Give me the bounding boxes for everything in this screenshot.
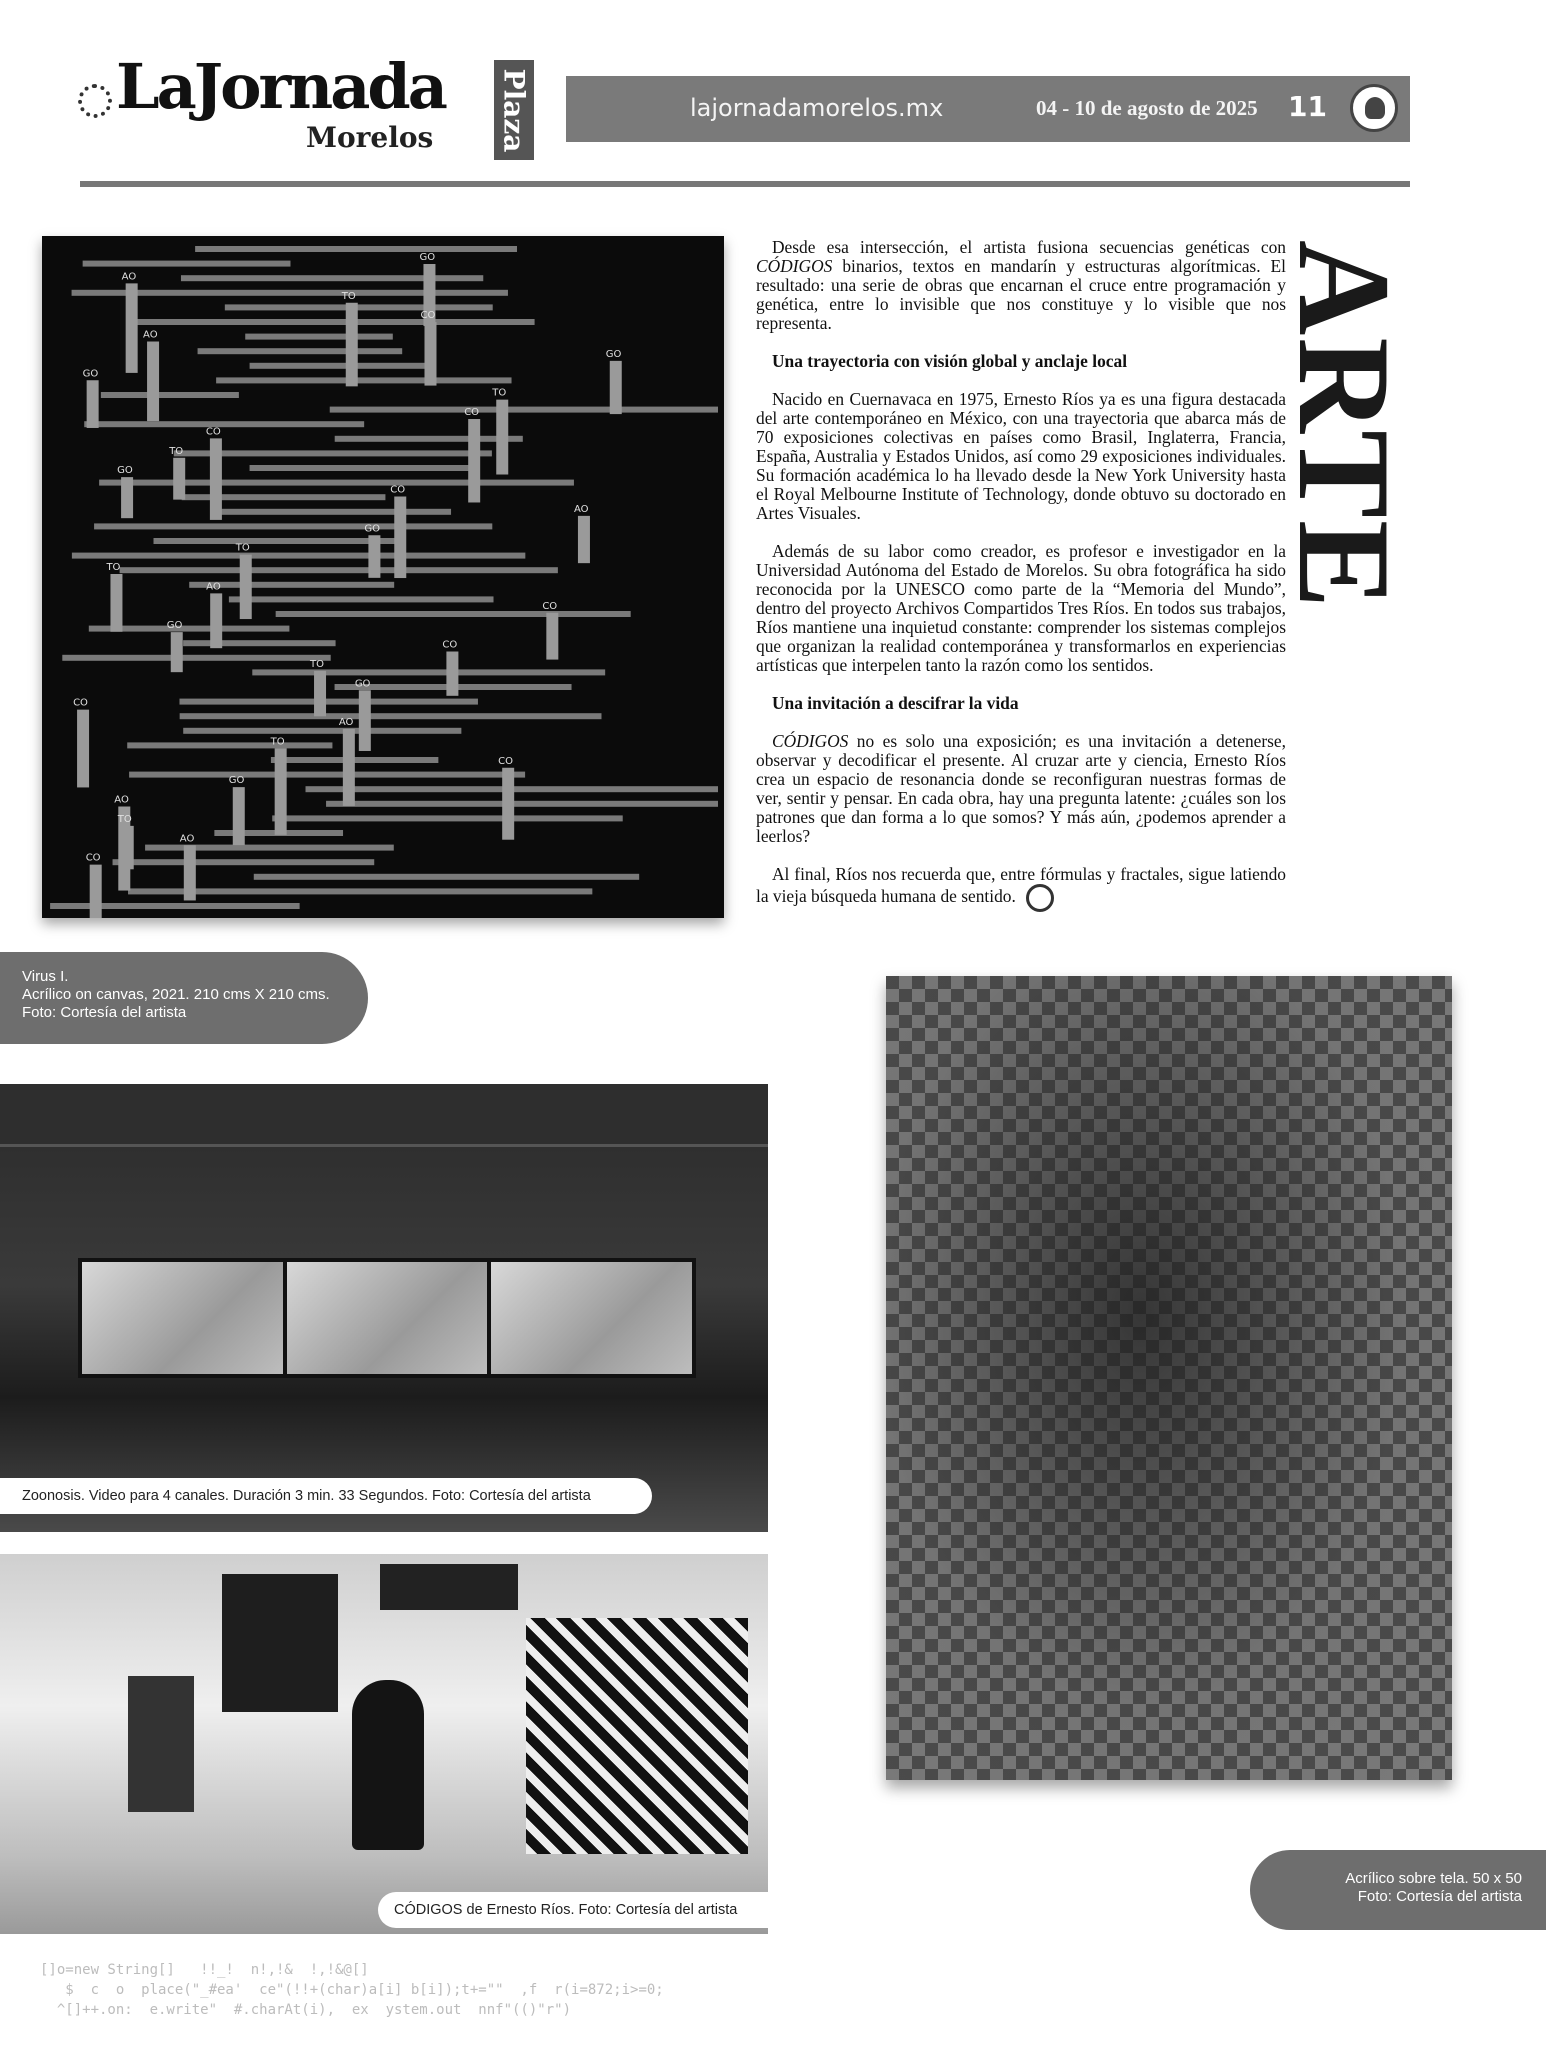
painting-letter-pair: AO <box>114 794 129 806</box>
painting-bar <box>83 261 291 267</box>
article-subheading-1: Una trayectoria con visión global y anclaje local <box>772 351 1128 371</box>
painting-stack <box>496 400 508 475</box>
painting-stack <box>184 845 196 900</box>
painting-stack <box>578 516 590 563</box>
painting-bar <box>326 801 718 807</box>
logo-subtitle: Morelos <box>306 121 434 154</box>
painting-letter-pair: AO <box>143 329 158 341</box>
painting-letter-pair: CO <box>464 407 480 418</box>
painting-letter-pair: TO <box>235 542 250 554</box>
painting-stack <box>446 652 458 696</box>
checkered-painting-image <box>886 976 1452 1780</box>
painting-letter-pair: AO <box>179 833 195 845</box>
painting-stack <box>210 438 222 520</box>
painting-bar <box>229 596 494 602</box>
painting-bar <box>179 699 477 705</box>
caption-codigos: CÓDIGOS de Ernesto Ríos. Foto: Cortesía del artista <box>378 1892 768 1928</box>
painting-stack <box>314 671 326 716</box>
artwork-panel <box>380 1564 518 1610</box>
caption-acrylic-details: Acrílico sobre tela. 50 x 50 <box>1345 1870 1522 1887</box>
article-paragraph-2: Nacido en Cuernavaca en 1975, Ernesto Ríos ya es una figura destacada del arte contemporáneo en México, con una trayectoria que abarca más de 70 exposiciones colectivas en países como Brasil, Inglaterra, Francia, España, Australia y Estados Unidos, así como 29 exposiciones individuales. Su formación académica lo ha llevado desde la New York University hasta el Royal Melbourne Institute of Technology, donde obtuvo su doctorado en Artes Visuales. <box>756 389 1286 523</box>
painting-letter-pair: TO <box>106 562 121 573</box>
painting-stack <box>368 535 380 578</box>
painting-letter-pair: GO <box>117 465 133 477</box>
painting-stack <box>210 593 222 648</box>
logo-section-tag <box>494 60 534 160</box>
painting-bar <box>99 480 574 486</box>
caption-acrylic <box>1250 1850 1546 1930</box>
painting-stack <box>502 768 514 840</box>
header-rule <box>80 181 1410 187</box>
caption-virus-details: Acrílico on canvas, 2021. 210 cms X 210 cms. <box>22 986 330 1003</box>
decorative-code-texture: []o=new String[] !!_! n!,!& !,!&@[] $ c o place("_#ea' ce"(!!+(char)a[i] b[i]);t+="" ,f r(i=872;i>=0; ^[]++.on: e.write" #.charAt(i), ex ystem.out nnf"(()"r") <box>40 1962 664 2018</box>
painting-bar <box>250 363 427 369</box>
virus-painting-graphic <box>42 236 724 918</box>
caption-acrylic-credit: Foto: Cortesía del artista <box>1357 1888 1522 1905</box>
painting-bar <box>216 377 511 383</box>
painting-letter-pair: GO <box>419 252 436 263</box>
artwork-panel <box>222 1574 338 1712</box>
painting-letter-pair: CO <box>420 310 436 322</box>
article-paragraph-4: CÓDIGOS no es solo una exposición; es una invitación a detenerse, observar y decodificar el presente. Al cruzar arte y ciencia, Ernesto Ríos crea un espacio de resonancia donde se reconfiguran nuestras formas de ver, sentir y pensar. En cada obra, hay una pregunta latente: ¿cuáles son los patrones que dan forma a lo que somos? Y más aún, ¿podemos aprender a leerlos? <box>756 731 1286 846</box>
painting-stack <box>126 283 138 373</box>
end-mark-icon <box>1026 884 1054 912</box>
video-screen <box>82 1262 283 1374</box>
painting-bar <box>120 567 558 573</box>
video-screens <box>78 1258 696 1378</box>
painting-stack <box>394 497 406 579</box>
painting-bar <box>181 275 483 281</box>
painting-letter-pair: GO <box>166 620 183 632</box>
caption-zoonosis: Zoonosis. Video para 4 canales. Duración 3 min. 33 Segundos. Foto: Cortesía del artista <box>0 1478 652 1514</box>
painting-letter-pair: GO <box>364 523 381 535</box>
video-screen <box>287 1262 488 1374</box>
painting-stack <box>110 574 122 632</box>
painting-bar <box>113 859 375 865</box>
painting-letter-pair: CO <box>85 852 101 864</box>
painting-stack <box>546 613 558 660</box>
painting-bar <box>133 319 534 325</box>
video-screen <box>491 1262 692 1374</box>
painting-bar <box>50 903 300 909</box>
caption-virus <box>0 952 368 1044</box>
article-subheading-2: Una invitación a descifrar la vida <box>772 693 1019 713</box>
painting-bar <box>94 523 492 529</box>
painting-stack <box>87 380 99 428</box>
painting-letter-pair: CO <box>542 600 558 612</box>
painting-bar <box>252 669 605 675</box>
painting-letter-pair: TO <box>341 290 356 302</box>
painting-bar <box>198 348 403 354</box>
painting-letter-pair: GO <box>354 678 371 690</box>
logo-section-label: Plaza <box>497 68 531 152</box>
artwork-panel <box>128 1676 194 1812</box>
painting-stack <box>346 303 358 387</box>
painting-stack <box>147 342 159 422</box>
painting-letter-pair: AO <box>121 271 137 283</box>
painting-letter-pair: GO <box>228 775 245 787</box>
painting-letter-pair: GO <box>605 348 622 360</box>
painting-bar <box>272 815 623 821</box>
painting-stack <box>424 322 436 385</box>
painting-stack <box>275 748 287 835</box>
painting-bar <box>212 509 451 515</box>
painting-stack <box>171 632 183 672</box>
zoonosis-photo <box>0 1084 768 1532</box>
painting-letter-pair: CO <box>390 484 406 496</box>
painting-bar <box>225 304 493 310</box>
site-url[interactable]: lajornadamorelos.mx <box>690 94 944 122</box>
painting-letter-pair: GO <box>82 368 99 380</box>
painting-bar <box>101 392 239 398</box>
painting-stack <box>173 458 185 500</box>
painting-bar <box>335 436 523 442</box>
painting-letter-pair: TO <box>310 658 325 670</box>
painting-bar <box>180 713 602 719</box>
logo-gear-icon <box>78 84 112 118</box>
painting-bar <box>62 655 330 661</box>
article-paragraph-3: Además de su labor como creador, es profesor e investigador en la Universidad Autónoma del Estado de Morelos. Su obra fotográfica ha sido reconocida por la UNESCO como parte de la “Memoria del Mundo”, dentro del proyecto Archivos Compartidos Tres Ríos. En todos sus trabajos, Ríos mantiene una inquietud constante: comprender los sistemas complejos que organizan la realidad contemporánea y transformarlos en experiencias artísticas que interpelen tanto la razón como los sentidos. <box>756 541 1286 675</box>
painting-bar <box>330 407 718 413</box>
painting-letter-pair: TO <box>492 387 507 399</box>
article-paragraph-5: Al final, Ríos nos recuerda que, entre fórmulas y fractales, sigue latiendo la vieja búsqueda humana de sentido. <box>756 865 1286 912</box>
painting-stack <box>240 555 252 619</box>
painting-bar <box>195 246 517 252</box>
painting-bar <box>154 538 400 544</box>
painting-bar <box>183 728 461 734</box>
painting-letter-pair: TO <box>117 813 132 825</box>
painting-bar <box>254 874 639 880</box>
painting-letter-pair: AO <box>206 581 221 593</box>
painting-stack <box>359 690 371 751</box>
gallery-ceiling <box>0 1084 768 1147</box>
logo-title: LaJornada <box>116 50 445 123</box>
section-label: ARTE <box>1271 240 1418 611</box>
painting-bar <box>129 772 525 778</box>
codigos-exhibition-photo <box>0 1554 768 1934</box>
article-body <box>756 238 1286 931</box>
painting-bar <box>145 845 394 851</box>
painting-stack <box>121 477 133 518</box>
painting-bar <box>276 611 631 617</box>
article-paragraph-1: Desde esa intersección, el artista fusiona secuencias genéticas con CÓDIGOS binarios, textos en mandarín y estructuras algorítmicas. El resultado: una serie de obras que encarnan el cruce entre programación y genética, entre lo invisible que nos constituye y lo visible que nos representa. <box>756 237 1286 333</box>
painting-letter-pair: TO <box>169 445 184 457</box>
painting-bar <box>84 421 364 427</box>
painting-bar <box>72 553 525 559</box>
painting-letter-pair: CO <box>205 426 221 438</box>
painting-bar <box>183 640 335 646</box>
painting-letter-pair: CO <box>498 755 514 767</box>
painting-bar <box>245 334 393 340</box>
painting-stack <box>122 826 134 869</box>
artist-figure <box>352 1680 424 1850</box>
painting-letter-pair: AO <box>338 717 354 728</box>
painting-bar <box>250 465 471 471</box>
painting-stack <box>77 710 89 788</box>
painting-stack <box>233 787 245 845</box>
page-number: 11 <box>1288 90 1327 123</box>
plaza-emblem-icon <box>1350 84 1398 132</box>
issue-date: 04 - 10 de agosto de 2025 <box>1036 96 1258 120</box>
painting-letter-pair: TO <box>270 736 285 748</box>
painting-letter-pair: AO <box>573 503 589 515</box>
caption-virus-title: Virus I. <box>22 968 69 985</box>
painting-stack <box>610 361 622 414</box>
painting-letter-pair: CO <box>73 697 88 709</box>
artwork-panel <box>526 1618 748 1854</box>
caption-virus-credit: Foto: Cortesía del artista <box>22 1004 187 1021</box>
virus-painting-image <box>42 236 724 918</box>
painting-stack <box>468 419 480 502</box>
painting-stack <box>343 729 355 806</box>
painting-letter-pair: CO <box>442 639 458 651</box>
painting-bar <box>128 888 592 894</box>
painting-bar <box>127 742 332 748</box>
painting-stack <box>90 865 102 918</box>
